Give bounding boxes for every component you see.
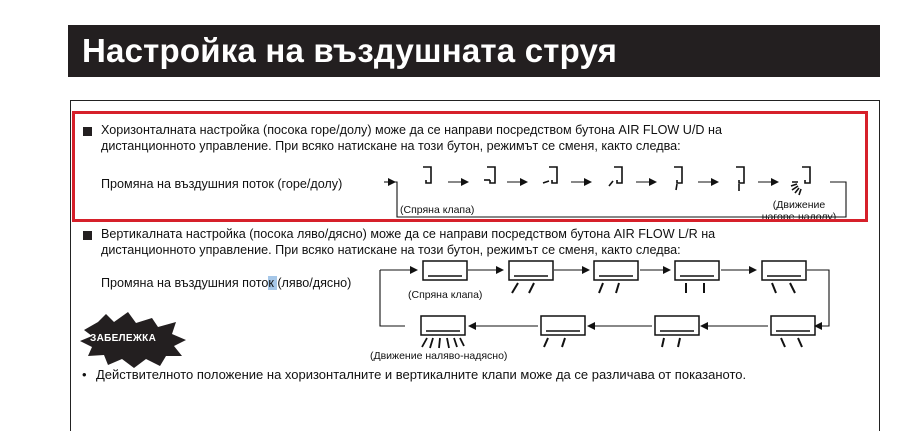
vertical-label-pre: Промяна на въздушния пото [101,276,269,290]
indoor-unit-icon [594,261,638,293]
horizontal-stopped-label: (Спряна клапа) [400,204,475,216]
indoor-unit-swing-icon [421,316,465,348]
horizontal-line-1: Хоризонталната настройка (посока горе/долу) може да се направи посредством бутона AIR FLOW U/D на [101,123,722,137]
indoor-unit-icon [762,261,806,293]
vertical-line-1: Вертикалната настройка (посока ляво/дясно) може да се направи посредством бутона AIR FLOW L/R на [101,227,716,241]
indoor-unit-icon [771,316,815,347]
highlight-frame [72,111,868,222]
vertical-moving-label: (Движение наляво-надясно) [370,350,508,362]
horizontal-moving-line-2: нагоре-надолу) [761,211,837,223]
note-text: Действителното положение на хоризонталните и вертикалните клапи може да се различава от показаното. [96,367,747,382]
vertical-line-2: дистанционното управление. При всяко натискане на този бутон, режимът се сменя, както следва: [101,243,681,257]
page-title: Настройка на въздушната струя [82,32,618,69]
note-bullet: • [82,367,87,382]
horizontal-flow-label: Промяна на въздушния поток (горе/долу) [101,177,343,191]
note-badge-label: ЗАБЕЛЕЖКА [90,333,157,344]
horizontal-line-2: дистанционното управление. При всяко натискане на този бутон, режимът се сменя, както следва: [101,139,681,153]
indoor-unit-icon [541,316,585,347]
indoor-unit-icon [423,261,467,280]
indoor-unit-icon [655,316,699,347]
horizontal-moving-line-1: (Движение [772,199,826,211]
vertical-label-sel: к [268,276,274,290]
vertical-stopped-label: (Спряна клапа) [408,289,483,301]
indoor-unit-icon [675,261,719,293]
vertical-label-post: (ляво/дясно) [277,276,352,290]
indoor-unit-icon [509,261,553,293]
